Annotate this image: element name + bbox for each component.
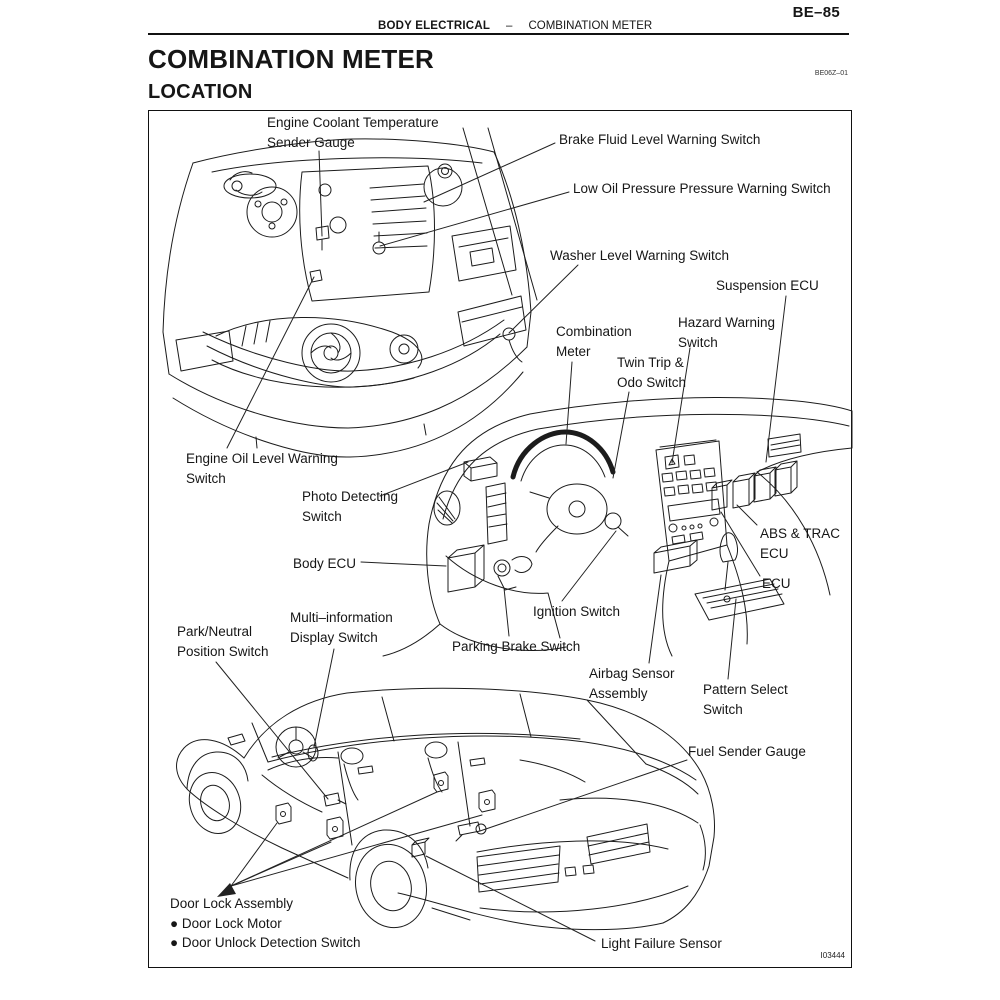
- a-pillar-lines: [463, 128, 537, 300]
- callout-line: Brake Fluid Level Warning Switch: [559, 132, 761, 147]
- taillight-left: [477, 846, 560, 892]
- callout-body-ecu: [293, 554, 356, 574]
- strut-tower-left: [247, 187, 297, 237]
- callout-line: Body ECU: [293, 556, 357, 571]
- callout-line: Engine Oil Level Warning: [186, 451, 338, 466]
- parking-brake-parts: [494, 557, 532, 590]
- page-number: BE–85: [792, 4, 840, 21]
- photo-detecting-switch-box: [464, 457, 497, 481]
- callout-line: Assembly: [589, 685, 648, 701]
- coolant-temp-sender: [316, 226, 329, 250]
- callout-door-lock-assembly: [170, 894, 360, 953]
- callout-engine-coolant-temperature-sender-gauge: [267, 113, 439, 152]
- interior-detail: [262, 727, 585, 812]
- callout-engine-oil-level-warning-switch: [186, 449, 338, 488]
- ignition-key-cylinder: [605, 513, 628, 536]
- taillight-right: [587, 824, 650, 864]
- callout-pattern-select-switch: [703, 680, 788, 719]
- callout-line: Odo Switch: [617, 374, 687, 390]
- callout-airbag-sensor-assembly: [589, 664, 675, 703]
- park-neutral-position-switch: [324, 793, 346, 806]
- headlight-right: [458, 296, 526, 346]
- front-wheel: [182, 766, 249, 840]
- page-title: COMBINATION METER: [148, 44, 435, 74]
- callout-washer-level-warning-switch: [550, 246, 729, 266]
- combination-meter-hood: [513, 432, 613, 477]
- callout-line: Position Switch: [177, 643, 269, 659]
- callout-line: Door Lock Assembly: [170, 896, 294, 911]
- callout-line: Suspension ECU: [716, 278, 819, 293]
- callout-line: Fuel Sender Gauge: [688, 744, 806, 759]
- callout-line: Light Failure Sensor: [601, 936, 722, 951]
- engine-bay-illustration: [163, 128, 537, 457]
- side-vent: [434, 491, 460, 525]
- callout-line: ● Door Lock Motor: [170, 915, 282, 931]
- callout-fuel-sender-gauge: [688, 742, 806, 762]
- callout-line: Airbag Sensor: [589, 666, 675, 681]
- callout-line: Low Oil Pressure Pressure Warning Switch: [573, 181, 831, 196]
- callout-hazard-warning-switch: [678, 313, 775, 352]
- callout-suspension-ecu: [716, 276, 819, 296]
- right-vent: [768, 434, 801, 457]
- callout-line: Engine Coolant Temperature: [267, 115, 439, 130]
- header-separator: –: [506, 20, 513, 32]
- callout-line: Switch: [186, 470, 226, 486]
- callout-line: Multi–information: [290, 610, 393, 625]
- page-subtitle: LOCATION: [148, 81, 253, 103]
- oil-level-switch: [310, 270, 322, 282]
- callout-line: Hazard Warning: [678, 315, 776, 330]
- callout-multi-information-display-switch: [290, 608, 393, 647]
- callout-line: Switch: [703, 701, 743, 717]
- callout-light-failure-sensor: [601, 934, 722, 954]
- revision-code: BE06Z–01: [814, 70, 848, 77]
- fuel-sender-gauge-part: [456, 822, 486, 841]
- header-chapter: COMBINATION METER: [528, 20, 653, 32]
- callout-line: ABS & TRAC: [760, 526, 841, 541]
- callout-line: Switch: [302, 508, 342, 524]
- airbag-sensor-box: [654, 540, 697, 573]
- callout-photo-detecting-switch: [302, 487, 398, 526]
- callout-twin-trip-odo-switch: [617, 353, 686, 392]
- radiator-fan: [302, 324, 418, 382]
- callout-line: Park/Neutral: [177, 624, 253, 639]
- callout-line: Sender Gauge: [267, 134, 355, 150]
- callout-brake-fluid-level-warning-switch: [559, 130, 760, 150]
- callout-line: Combination: [556, 324, 632, 339]
- callout-line: Photo Detecting: [302, 489, 399, 504]
- callout-line: Parking Brake Switch: [452, 639, 581, 654]
- callout-line: Washer Level Warning Switch: [550, 248, 730, 263]
- callout-ignition-switch: [533, 602, 620, 622]
- callout-line: ECU: [760, 545, 789, 561]
- callout-low-oil-pressure-warning-switch: [573, 179, 831, 199]
- callout-line: Twin Trip &: [617, 355, 684, 370]
- slat-vent: [486, 483, 507, 544]
- callout-line: ECU: [762, 576, 791, 591]
- callout-line: Ignition Switch: [533, 604, 621, 619]
- callout-parking-brake-switch: [452, 637, 580, 657]
- callout-park-neutral-position-switch: [177, 622, 269, 661]
- headlight-left: [176, 331, 233, 371]
- side-mirror: [228, 734, 245, 745]
- ecu-boxes: [712, 461, 797, 510]
- callout-abs-trac-ecu: [760, 524, 840, 563]
- figure-code: I03444: [820, 951, 845, 960]
- body-ecu-box: [448, 545, 484, 592]
- relay-box: [452, 226, 516, 281]
- callout-line: Meter: [556, 343, 591, 359]
- callout-line: Pattern Select: [703, 682, 788, 697]
- header-section: BODY ELECTRICAL: [378, 20, 491, 32]
- callout-line: ● Door Unlock Detection Switch: [170, 935, 361, 950]
- steering-wheel: [530, 484, 607, 552]
- callout-line: Display Switch: [290, 629, 378, 645]
- callout-line: Switch: [678, 334, 718, 350]
- callout-ecu: [762, 574, 791, 594]
